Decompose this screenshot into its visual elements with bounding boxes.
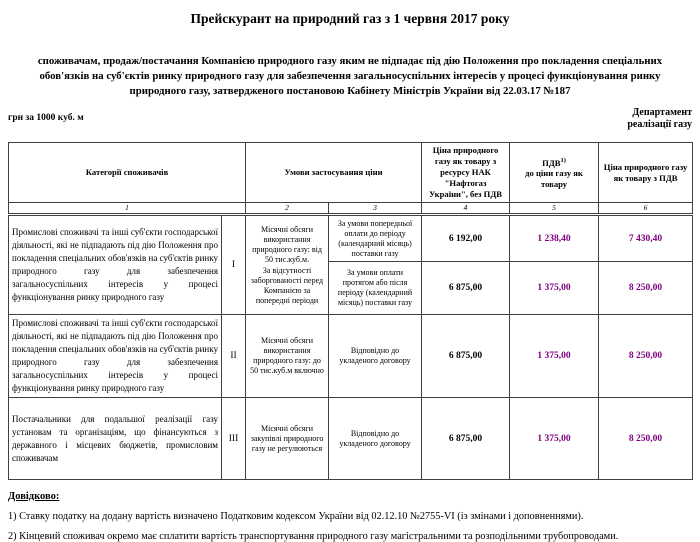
category-cell: Постачальники для подальшої реалізації газу установам та організаціям, що фінансуються з державного і місцевих бюджетів, промисловим споживачам — [9, 398, 222, 480]
category-cell: Промислові споживачі та інші суб'єкти господарської діяльності, які не підпадають під дію Положення про покладення спеціальних обов'язків на суб'єктів ринку природного газу для забезпечення загальносуспільних інтересів у процесі функціонування ринку природного газу — [9, 315, 222, 398]
vat-cell: 1 238,40 — [510, 215, 599, 262]
footnotes-heading: Довідково: — [8, 491, 60, 502]
header-category: Категорії споживачів — [9, 143, 246, 203]
department-line1: Департамент — [632, 107, 692, 118]
table-row-group3 — [9, 398, 693, 480]
vat-cell: 1 375,00 — [510, 315, 599, 398]
volume-condition-cell — [246, 215, 329, 315]
header-conditions: Умови застосування ціни — [246, 143, 422, 203]
payment-condition-cell: Відповідно до укладеного договору — [329, 315, 422, 398]
volume-condition-line2: За відсутності заборгованості перед Компанією за попередні періоди — [250, 265, 324, 305]
vat-cell: 1 375,00 — [510, 262, 599, 315]
page-title: Прейскурант на природний газ з 1 червня 2017 року — [190, 11, 510, 26]
header-vat — [510, 143, 599, 203]
table-row-group2 — [9, 315, 693, 398]
column-number: 6 — [599, 203, 693, 215]
payment-condition-cell: Відповідно до укладеного договору — [329, 398, 422, 480]
header-vat-title: ПДВ — [542, 157, 561, 168]
price-with-vat-cell: 7 430,40 — [599, 215, 693, 262]
footnote-item-1: 1) Ставку податку на додану вартість визначено Податковим кодексом України від 02.12.10 №2755-VI (із змінами і доповненнями). — [8, 511, 584, 522]
vat-cell: 1 375,00 — [510, 398, 599, 480]
header-vat-footnote-ref: 1) — [560, 156, 566, 164]
group-number-cell: III — [222, 398, 246, 480]
volume-condition-cell: Місячні обсяги використання природного газу: до 50 тис.куб.м включно — [246, 315, 329, 398]
price-with-vat-cell: 8 250,00 — [599, 398, 693, 480]
meta-row — [8, 107, 692, 135]
footnote-item-2: 2) Кінцевий споживач окремо має сплатити вартість транспортування природного газу магістральними та розподільними трубопроводами. — [8, 531, 619, 542]
price-no-vat-cell: 6 192,00 — [422, 215, 510, 262]
volume-condition-line1: Місячні обсяги використання природного газу: від 50 тис.куб.м. — [252, 224, 322, 264]
column-number: 1 — [9, 203, 246, 215]
volume-condition-cell: Місячні обсяги закупівлі природного газу не регулюються — [246, 398, 329, 480]
price-table — [8, 142, 693, 480]
column-number: 3 — [329, 203, 422, 215]
price-no-vat-cell: 6 875,00 — [422, 398, 510, 480]
column-number: 4 — [422, 203, 510, 215]
table-header-row — [9, 143, 693, 203]
header-price-with-vat: Ціна природного газу як товару з ПДВ — [599, 143, 693, 203]
column-numbers-row — [9, 203, 693, 215]
payment-condition-cell: За умови попередньої оплати до періоду (календарний місяць) поставки газу — [329, 215, 422, 262]
footnotes-section — [8, 491, 692, 542]
table-row-group1-a — [9, 215, 693, 262]
department-line2: реалізації газу — [627, 119, 692, 130]
payment-condition-cell: За умови оплати протягом або після періоду (календарний місяць) поставки газу — [329, 262, 422, 315]
column-number: 5 — [510, 203, 599, 215]
price-with-vat-cell: 8 250,00 — [599, 315, 693, 398]
category-cell: Промислові споживачі та інші суб'єкти господарської діяльності, які не підпадають під дію Положення про покладення спеціальних обов'язків на суб'єктів ринку природного газу для забезпечення загальносуспільних інтересів у процесі функціонування ринку природного газу — [9, 215, 222, 315]
price-no-vat-cell: 6 875,00 — [422, 315, 510, 398]
group-number-cell: II — [222, 315, 246, 398]
unit-note: грн за 1000 куб. м — [8, 113, 84, 123]
document-subtitle: споживачам, продаж/постачання Компанією природного газу яким не підпадає під дію Положення про покладення спеціальних обов'язків на суб'єктів ринку природного газу для забезпечення загальносуспільних інтересів у процесі функціонування ринку природного газу, затвердженого постановою Кабінету Міністрів України від 22.03.17 №187 — [37, 55, 663, 97]
price-no-vat-cell: 6 875,00 — [422, 262, 510, 315]
price-with-vat-cell: 8 250,00 — [599, 262, 693, 315]
header-price-no-vat: Ціна природного газу як товару з ресурсу НАК "Нафтогаз України", без ПДВ — [422, 143, 510, 203]
group-number-cell: I — [222, 215, 246, 315]
department-label — [627, 107, 692, 131]
header-vat-rest: до ціни газу як товару — [525, 168, 583, 190]
column-number: 2 — [246, 203, 329, 215]
